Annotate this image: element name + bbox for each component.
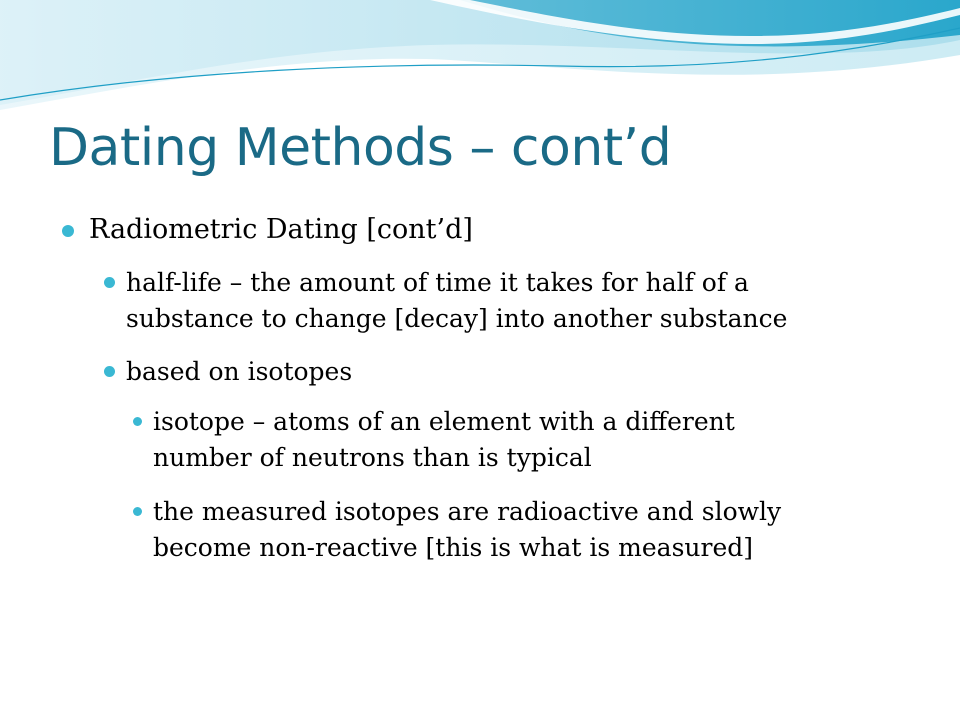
bullet-text-line1: half-life – the amount of time it takes for half of a [126, 268, 749, 297]
bullet-text-line1: the measured isotopes are radioactive and slowly [153, 497, 782, 526]
bullet-text-line2: substance to change [decay] into another substance [126, 304, 788, 333]
bullet-measured-isotopes [133, 494, 781, 566]
bullet-text: Radiometric Dating [cont’d] [89, 214, 473, 245]
bullet-text-line2: number of neutrons than is typical [153, 443, 592, 472]
bullet-half-life [104, 265, 787, 337]
slide-title: Dating Methods – cont’d [49, 118, 672, 178]
bullet-radiometric-dating [62, 212, 473, 248]
bullet-isotope-definition [133, 404, 735, 476]
bullet-text-line2: become non-reactive [this is what is measured] [153, 533, 754, 562]
bullet-dot-icon [62, 225, 74, 237]
bullet-based-on-isotopes [104, 354, 352, 390]
bullet-text-line1: isotope – atoms of an element with a different [153, 407, 735, 436]
header-wave-decoration [0, 0, 960, 120]
bullet-text: based on isotopes [126, 357, 353, 386]
bullet-dot-icon [133, 417, 142, 426]
bullet-dot-icon [104, 277, 115, 288]
bullet-dot-icon [133, 507, 142, 516]
bullet-dot-icon [104, 366, 115, 377]
